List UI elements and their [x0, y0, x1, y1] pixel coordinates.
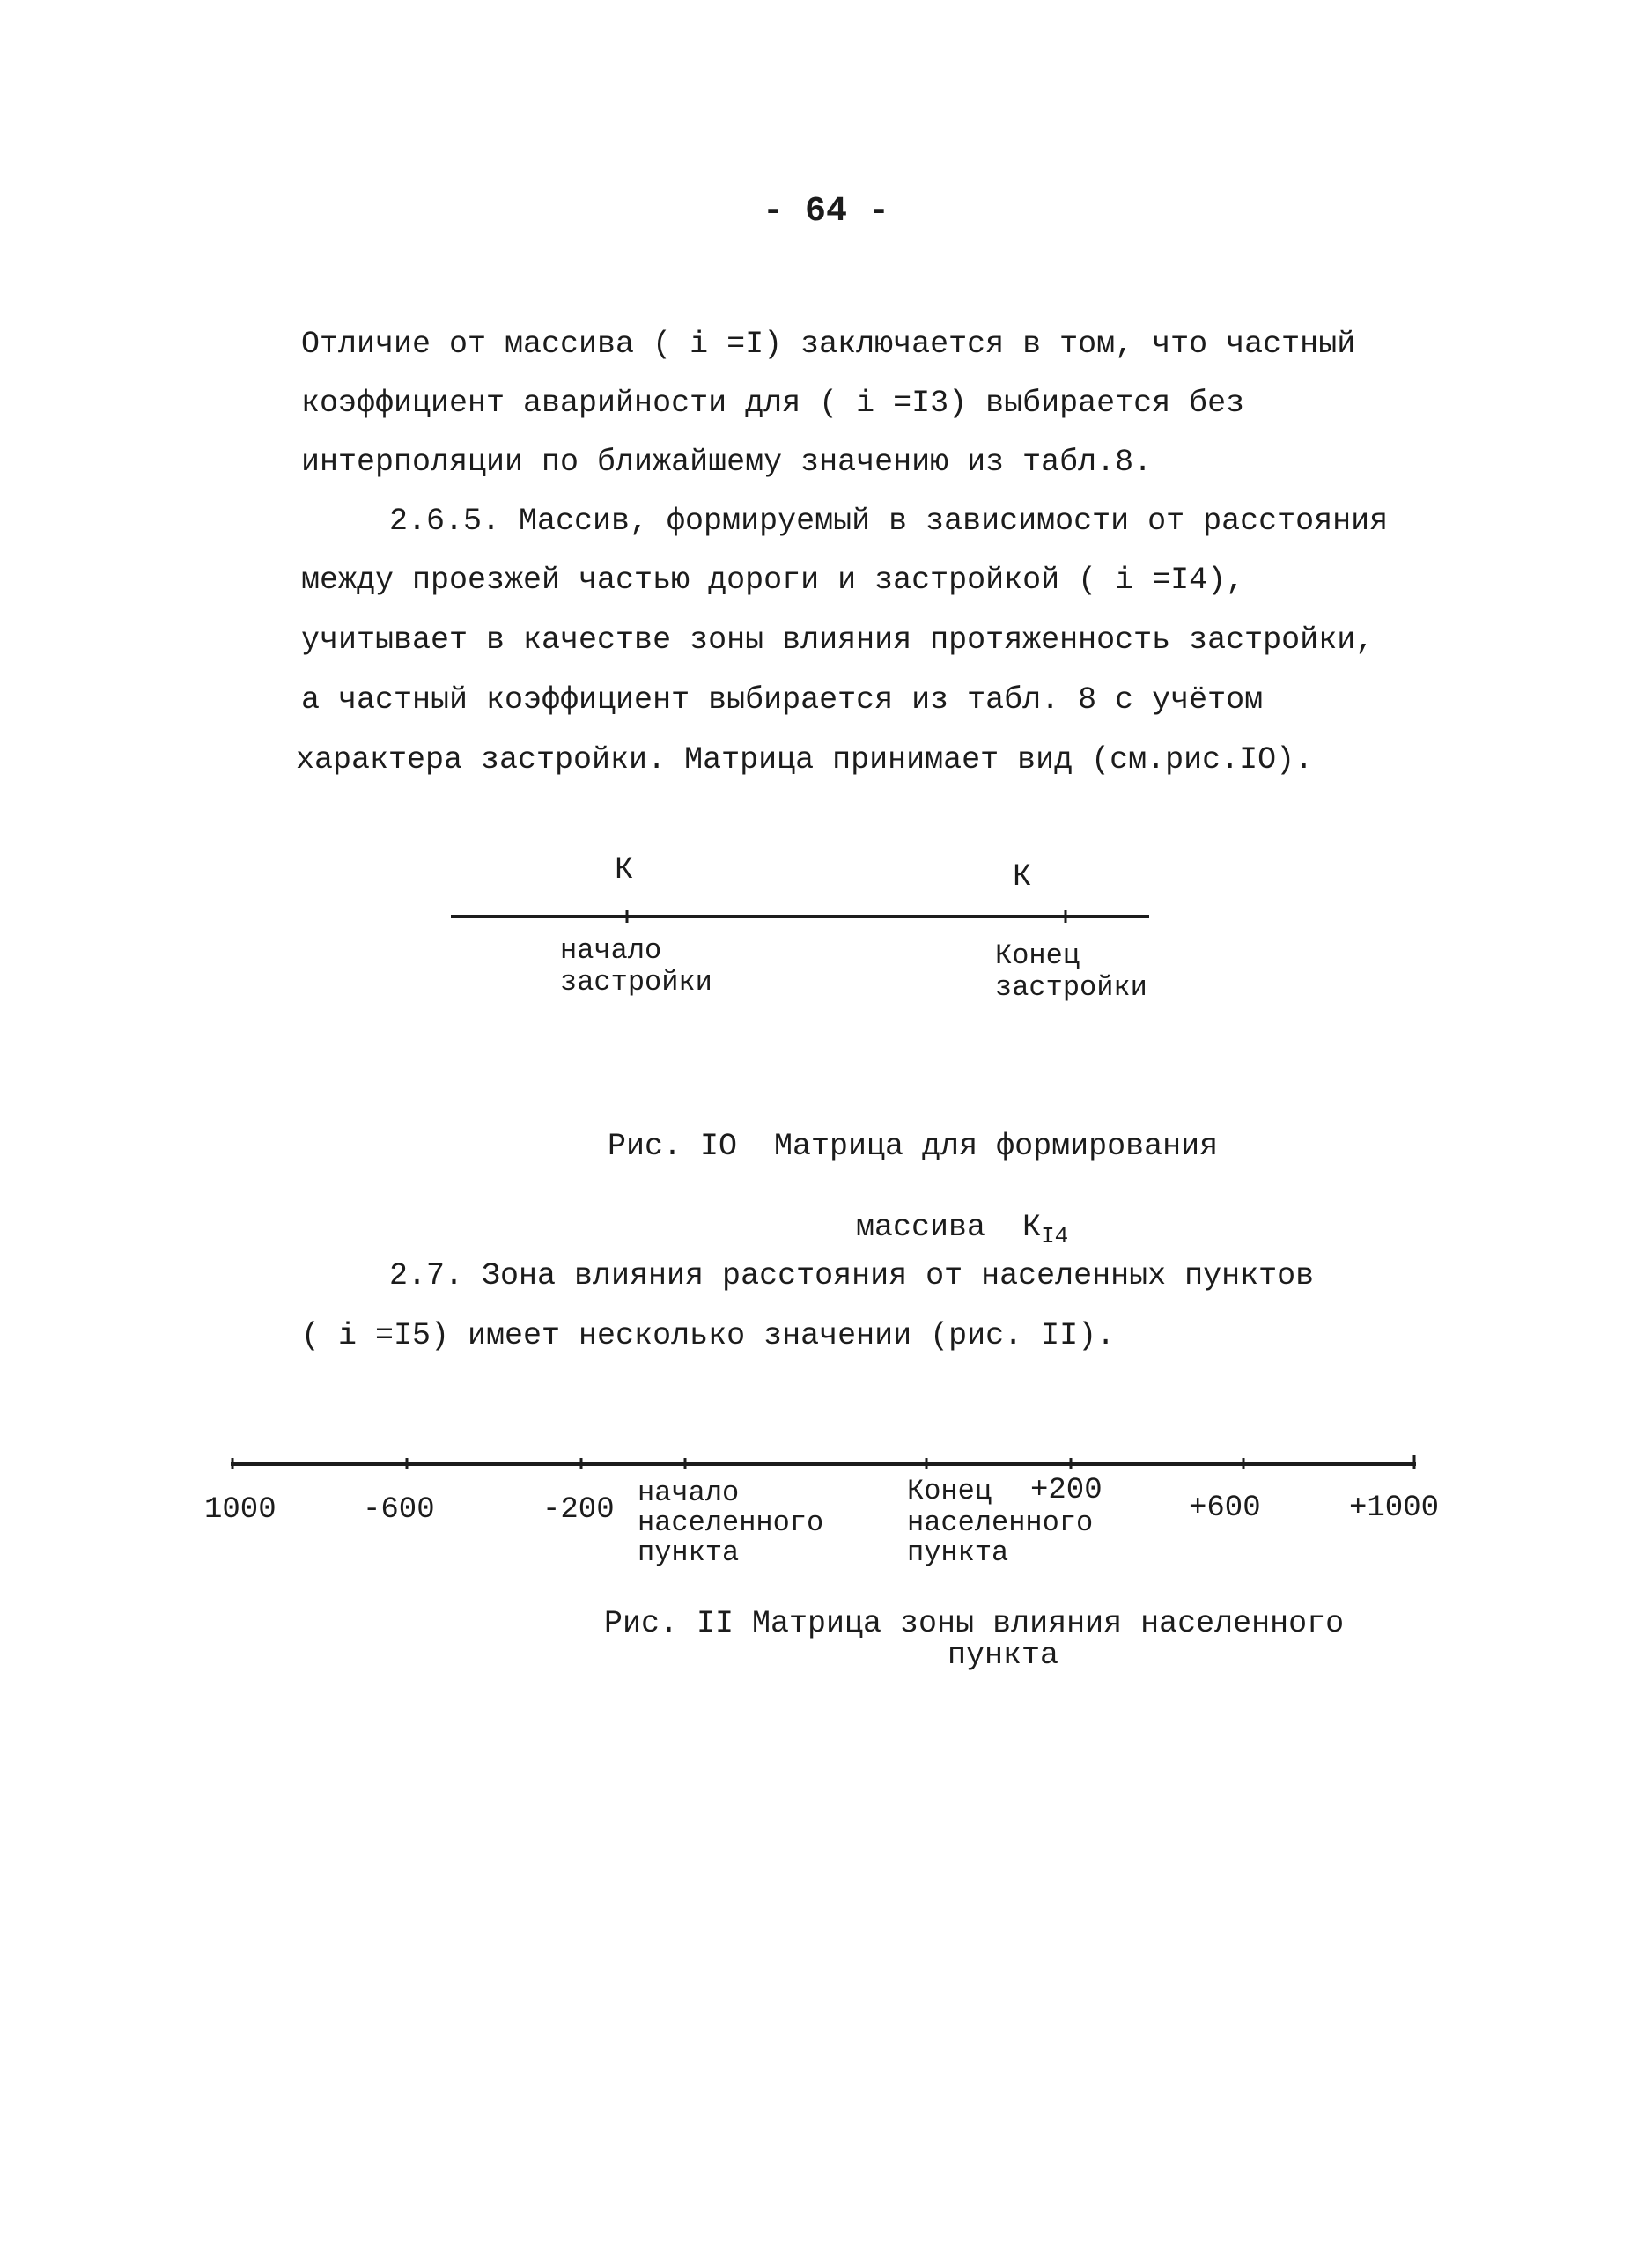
fig11-caption-2: пункта [948, 1638, 1059, 1673]
fig11-tick-label-2: -600 [363, 1493, 435, 1527]
section-27-line-2: ( i =I5) имеет несколько значении (рис. II). [301, 1318, 1116, 1353]
fig11-caption-1: Рис. II Матрица зоны влияния населенного [604, 1606, 1345, 1641]
fig11-end-label-2: населенного [907, 1507, 1094, 1539]
fig10-start-label-1: начало [560, 934, 662, 967]
fig11-tick-label-1: 1000 [204, 1493, 277, 1527]
fig11-tick-label-5: +600 [1189, 1492, 1261, 1525]
text-line-6: учитывает в качестве зоны влияния протяженность застройки, [301, 623, 1375, 658]
text-line-1: Отличие от массива ( i =I) заключается в том, что частный [301, 327, 1356, 362]
page-number: - 64 - [762, 192, 890, 232]
fig10-k-right: К [1013, 859, 1032, 895]
fig11-start-label-1: начало [638, 1477, 740, 1509]
text-line-3: интерполяции по ближайшему значению из табл.8. [301, 445, 1153, 480]
text-line-8: характера застройки. Матрица принимает вид (см.рис.IO). [296, 742, 1314, 777]
section-27-line-1: 2.7. Зона влияния расстояния от населенных пунктов [389, 1258, 1315, 1293]
fig10-caption-1: Рис. IO Матрица для формирования [608, 1129, 1219, 1164]
text-line-4: 2.6.5. Массив, формируемый в зависимости от расстояния [389, 504, 1389, 539]
text-line-7: а частный коэффициент выбирается из табл. 8 с учётом [301, 682, 1264, 718]
fig10-k-left: К [615, 852, 634, 888]
text-line-5: между проезжей частью дороги и застройкой ( i =I4), [301, 563, 1245, 598]
fig11-end-label-1: Конец [907, 1475, 992, 1507]
fig11-start-label-3: пункта [638, 1536, 740, 1569]
fig10-caption-2: массива К [856, 1210, 1042, 1245]
fig11-tick-label-4: +200 [1030, 1474, 1103, 1507]
fig10-start-label-2: застройки [560, 966, 712, 998]
fig11-tick-label-6: +1000 [1349, 1492, 1440, 1525]
fig11-tick-label-3: -200 [542, 1493, 615, 1527]
fig10-end-label-1: Конец [995, 939, 1080, 972]
fig11-start-label-2: населенного [638, 1507, 824, 1539]
text-line-2: коэффициент аварийности для ( i =I3) выбирается без [301, 386, 1245, 421]
fig11-end-label-3: пункта [907, 1536, 1009, 1569]
fig10-end-label-2: застройки [995, 971, 1147, 1004]
fig10-caption-subscript: I4 [1041, 1223, 1069, 1249]
